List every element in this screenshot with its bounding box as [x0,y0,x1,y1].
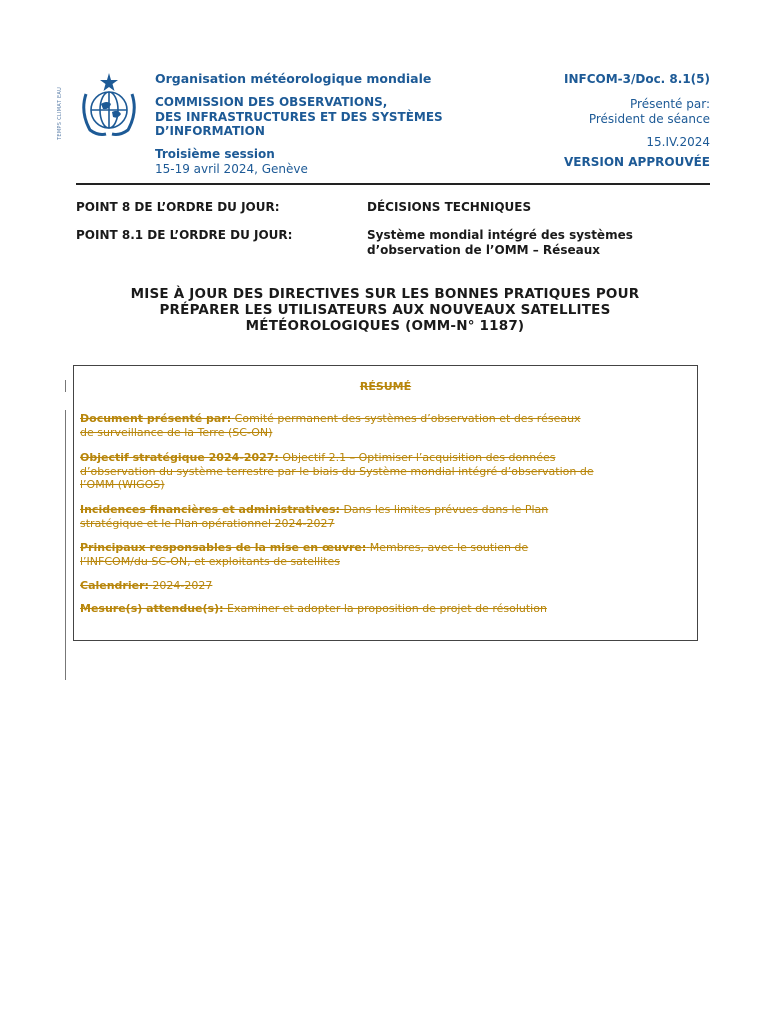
organisation-name: Organisation météorologique mondiale [155,71,432,86]
summary-item: Document présenté par: Comité permanent des systèmes d’observation et des réseaux de surveillance de la Terre (SC-ON) [80,412,581,439]
summary-heading: RÉSUMÉ [359,380,412,393]
session-title: Troisième session [155,147,275,161]
commission-name: COMMISSION DES OBSERVATIONS, DES INFRASTRUCTURES ET DES SYSTÈMES D’INFORMATION [155,95,443,138]
document-reference: INFCOM-3/Doc. 8.1(5) [564,72,710,86]
revision-bar [65,410,66,680]
summary-item: Mesure(s) attendue(s): Examiner et adopter la proposition de projet de résolution [80,602,547,615]
summary-item: Incidences financières et administratives: Dans les limites prévues dans le Plan stratégique et le Plan opérationnel 2024-2027 [80,503,549,530]
presented-by: Président de séance [588,112,710,126]
summary-item: Principaux responsables de la mise en œuvre: Membres, avec le soutien de l’INFCOM/du SC-ON, et exploitants de satellites [80,541,529,568]
header-divider [76,183,710,185]
version-status: VERSION APPROUVÉE [564,155,710,169]
agenda-item-title: Système mondial intégré des systèmes d’observation de l’OMM – Réseaux [367,228,633,257]
document-title: MISE À JOUR DES DIRECTIVES SUR LES BONNES PRATIQUES POUR PRÉPARER LES UTILISATEURS AUX NOUVEAUX SATELLITES MÉTÉOROLOGIQUES (OMM-N° 1187) [130,286,640,334]
revision-bar [65,380,66,392]
presented-by-label: Présenté par: [630,97,710,111]
summary-item: Objectif stratégique 2024-2027: Objectif 2.1 – Optimiser l’acquisition des données d’observation du système terrestre par le biais du Système mondial intégré d’observation de l’OMM (WIGOS) [80,451,594,491]
logo-tagline: TEMPS CLIMAT EAU [57,86,63,140]
document-date: 15.IV.2024 [646,135,710,149]
agenda-item-title: DÉCISIONS TECHNIQUES [367,200,532,214]
agenda-item-label: POINT 8.1 DE L’ORDRE DU JOUR: [76,228,293,242]
wmo-logo [74,70,144,142]
agenda-item-label: POINT 8 DE L’ORDRE DU JOUR: [76,200,280,214]
session-dates: 15-19 avril 2024, Genève [155,162,308,176]
summary-item: Calendrier: 2024-2027 [80,579,213,592]
